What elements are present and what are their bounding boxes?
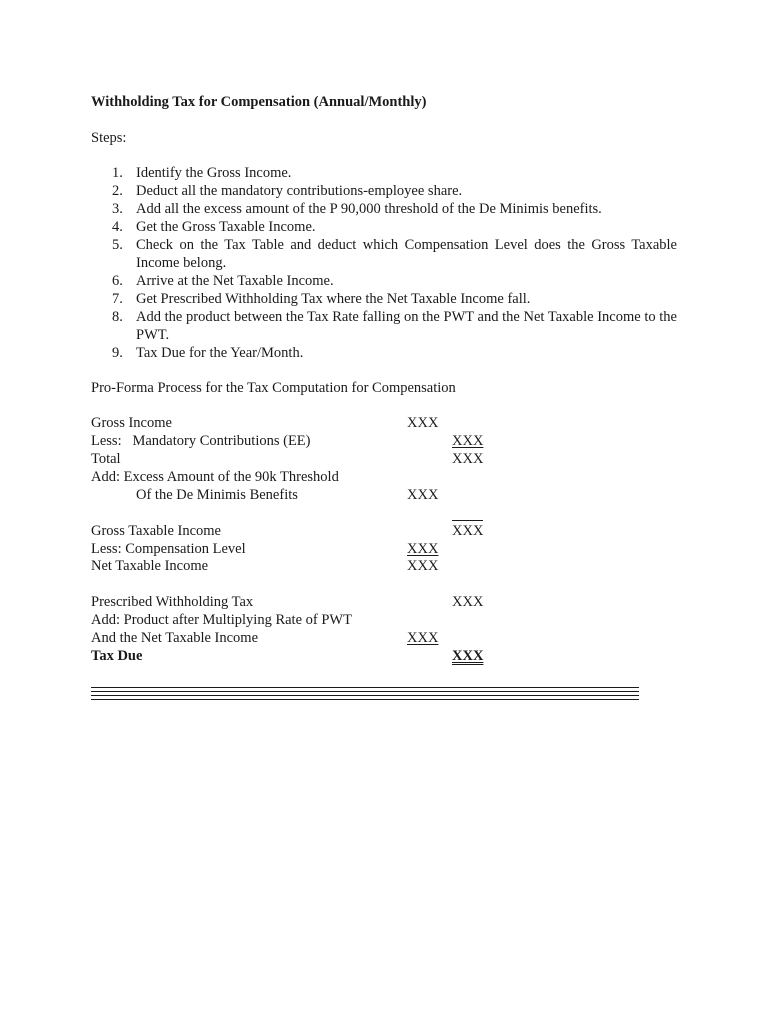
closing-rule (91, 695, 639, 696)
row-value: XXX (452, 433, 484, 449)
row-add-product (91, 611, 511, 629)
step-text: Tax Due for the Year/Month. (136, 345, 304, 361)
row-value: XXX (452, 523, 484, 539)
row-value: XXX (407, 487, 439, 503)
closing-rule (91, 687, 639, 688)
step-text: Arrive at the Net Taxable Income. (136, 273, 334, 289)
row-label: Gross Taxable Income (91, 523, 221, 539)
row-gross-taxable (91, 522, 511, 540)
row-value: XXX (407, 415, 439, 431)
step-item (112, 272, 677, 290)
subtotal-rule (452, 520, 483, 521)
step-number: 8. (112, 309, 123, 325)
step-text: Add the product between the Tax Rate falling on the PWT and the Net Taxable Income to the PWT. (136, 309, 677, 343)
step-number: 3. (112, 201, 123, 217)
row-less-comp-level (91, 540, 511, 558)
row-gross-income (91, 414, 511, 432)
step-text: Identify the Gross Income. (136, 165, 292, 181)
step-number: 9. (112, 345, 123, 361)
document-title: Withholding Tax for Compensation (Annual/Monthly) (91, 94, 427, 110)
row-value: XXX (407, 558, 439, 574)
row-tax-due (91, 647, 511, 665)
row-label: Total (91, 451, 121, 467)
row-label: Prescribed Withholding Tax (91, 594, 254, 610)
row-value: XXX (452, 451, 484, 467)
steps-list (112, 164, 677, 362)
steps-label: Steps: (91, 130, 127, 146)
row-label: Add: Product after Multiplying Rate of PWT (91, 612, 352, 628)
step-text: Get the Gross Taxable Income. (136, 219, 316, 235)
step-text: Add all the excess amount of the P 90,000 threshold of the De Minimis benefits. (136, 201, 602, 217)
step-text: Check on the Tax Table and deduct which Compensation Level does the Gross Taxable Income belong. (136, 237, 677, 271)
closing-rule (91, 699, 639, 700)
step-number: 1. (112, 165, 123, 181)
step-text: Get Prescribed Withholding Tax where the Net Taxable Income fall. (136, 291, 531, 307)
row-add-product-cont (91, 629, 511, 647)
row-less-mandatory (91, 432, 511, 450)
step-number: 7. (112, 291, 123, 307)
row-label: Tax Due (91, 648, 143, 664)
step-item (112, 236, 677, 272)
row-value: XXX (407, 630, 439, 646)
row-net-taxable (91, 557, 511, 575)
row-value: XXX (452, 594, 484, 610)
step-item (112, 344, 677, 362)
step-number: 6. (112, 273, 123, 289)
step-number: 4. (112, 219, 123, 235)
row-value: XXX (407, 541, 439, 557)
row-label: Less: Compensation Level (91, 541, 246, 557)
row-add-excess (91, 468, 511, 486)
row-label: Add: Excess Amount of the 90k Threshold (91, 469, 339, 485)
row-label: Less: Mandatory Contributions (EE) (91, 433, 311, 449)
row-value: XXX (452, 648, 484, 664)
step-item (112, 182, 677, 200)
step-item (112, 218, 677, 236)
row-label: And the Net Taxable Income (91, 630, 259, 646)
row-label: Gross Income (91, 415, 172, 431)
row-total (91, 450, 511, 468)
step-item (112, 290, 677, 308)
row-label: Of the De Minimis Benefits (136, 487, 298, 503)
step-item (112, 308, 677, 344)
row-add-excess-cont (91, 486, 511, 504)
step-number: 2. (112, 183, 123, 199)
step-item (112, 200, 677, 218)
proforma-title: Pro-Forma Process for the Tax Computation for Compensation (91, 380, 456, 396)
step-item (112, 164, 677, 182)
step-text: Deduct all the mandatory contributions-employee share. (136, 183, 463, 199)
closing-rule (91, 691, 639, 692)
row-label: Net Taxable Income (91, 558, 209, 574)
row-prescribed-wt (91, 593, 511, 611)
step-number: 5. (112, 237, 123, 253)
